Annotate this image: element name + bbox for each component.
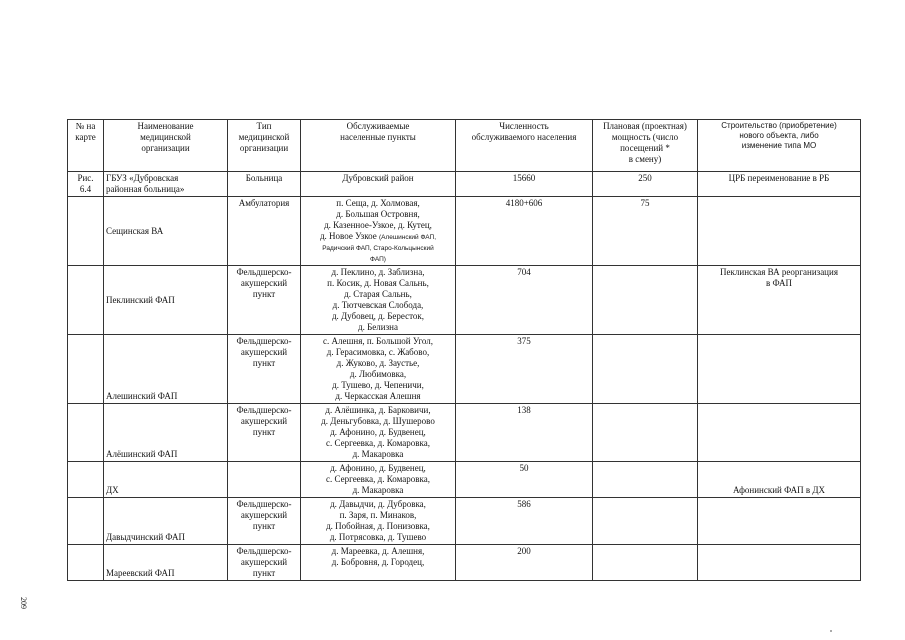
- cell-type: Фельдшерско- акушерский пункт: [228, 266, 301, 335]
- cell-type: Амбулатория: [228, 197, 301, 266]
- page-number: 209: [19, 597, 28, 609]
- cell-population: 200: [456, 545, 593, 581]
- cell-localities: д. Афонино, д. Будвенец, с. Сергеевка, д. Комаровка, д. Макаровка: [301, 462, 456, 498]
- table-row: [68, 266, 861, 335]
- cell-num: [68, 266, 104, 335]
- cell-num: [68, 462, 104, 498]
- cell-num: [68, 498, 104, 545]
- header-name: Наименование медицинской организации: [104, 120, 228, 172]
- header-num: № на карте: [68, 120, 104, 172]
- cell-type: Фельдшерско- акушерский пункт: [228, 335, 301, 404]
- table-row: [68, 498, 861, 545]
- cell-name: Давыдчинский ФАП: [104, 498, 228, 545]
- cell-construction: ЦРБ переименование в РБ: [698, 172, 861, 197]
- cell-num: [68, 335, 104, 404]
- cell-type: Фельдшерско- акушерский пункт: [228, 545, 301, 581]
- table-row: [68, 462, 861, 498]
- localities-note: (Алешинский ФАП, Радичский ФАП, Старо-Кольцынский ФАП): [322, 234, 437, 263]
- cell-capacity: [593, 266, 698, 335]
- cell-type: Фельдшерско- акушерский пункт: [228, 498, 301, 545]
- cell-capacity: 250: [593, 172, 698, 197]
- cell-capacity: [593, 498, 698, 545]
- cell-construction: [698, 498, 861, 545]
- cell-construction: [698, 404, 861, 462]
- cell-name: Мареевский ФАП: [104, 545, 228, 581]
- cell-population: 50: [456, 462, 593, 498]
- cell-capacity: [593, 404, 698, 462]
- cell-population: 4180+606: [456, 197, 593, 266]
- cell-name: Пеклинский ФАП: [104, 266, 228, 335]
- cell-type: Больница: [228, 172, 301, 197]
- cell-construction: [698, 197, 861, 266]
- cell-population: 586: [456, 498, 593, 545]
- header-population: Численность обслуживаемого населения: [456, 120, 593, 172]
- cell-construction: [698, 335, 861, 404]
- localities-text: п. Сеща, д. Холмовая, д. Большая Островня, д. Казенное-Узкое, д. Кутец, д. Новое Узкое: [319, 198, 432, 241]
- cell-num: [68, 404, 104, 462]
- scan-speck: [830, 630, 832, 632]
- cell-capacity: 75: [593, 197, 698, 266]
- table-row: [68, 545, 861, 581]
- cell-construction: Пеклинская ВА реорганизация в ФАП: [698, 266, 861, 335]
- cell-localities: д. Пеклино, д. Заблизна, п. Косик, д. Новая Сальнь, д. Старая Сальнь, д. Тютчевская Слобода, д. Дубовец, д. Бересток, д. Белизна: [301, 266, 456, 335]
- medical-organizations-table: [67, 119, 861, 581]
- cell-population: 15660: [456, 172, 593, 197]
- cell-capacity: [593, 335, 698, 404]
- table-row: [68, 197, 861, 266]
- header-type: Тип медицинской организации: [228, 120, 301, 172]
- cell-localities: д. Давыдчи, д. Дубровка, п. Заря, п. Минаков, д. Побойная, д. Понизовка, д. Потрясовка, д. Тушево: [301, 498, 456, 545]
- cell-name: Сещинская ВА: [104, 197, 228, 266]
- header-localities: Обслуживаемые населенные пункты: [301, 120, 456, 172]
- cell-construction: Афонинский ФАП в ДХ: [698, 462, 861, 498]
- cell-num: [68, 197, 104, 266]
- cell-population: 375: [456, 335, 593, 404]
- cell-num: [68, 545, 104, 581]
- cell-name: ДХ: [104, 462, 228, 498]
- cell-localities: [301, 197, 456, 266]
- cell-population: 704: [456, 266, 593, 335]
- cell-construction: [698, 545, 861, 581]
- cell-localities: Дубровский район: [301, 172, 456, 197]
- cell-population: 138: [456, 404, 593, 462]
- header-construction: Строительство (приобретение) нового объекта, либо изменение типа МО: [698, 120, 861, 172]
- cell-localities: д. Мареевка, д. Алешня, д. Бобровня, д. Городец,: [301, 545, 456, 581]
- cell-name: Алёшинский ФАП: [104, 404, 228, 462]
- cell-name: Алешинский ФАП: [104, 335, 228, 404]
- table-row: [68, 335, 861, 404]
- header-capacity: Плановая (проектная) мощность (число посещений * в смену): [593, 120, 698, 172]
- cell-type: [228, 462, 301, 498]
- table-row: [68, 404, 861, 462]
- cell-name: ГБУЗ «Дубровская районная больница»: [104, 172, 228, 197]
- cell-capacity: [593, 545, 698, 581]
- cell-capacity: [593, 462, 698, 498]
- cell-num: Рис. 6.4: [68, 172, 104, 197]
- cell-localities: с. Алешня, п. Большой Угол, д. Герасимовка, с. Жабово, д. Жуково, д. Заустье, д. Любимовка, д. Тушево, д. Чепеничи, д. Черкасская Алешня: [301, 335, 456, 404]
- header-row: [68, 120, 861, 172]
- table-row: [68, 172, 861, 197]
- cell-localities: д. Алёшинка, д. Барковичи, д. Деньгубовка, д. Шушерово д. Афонино, д. Будвенец, с. Сергеевка, д. Комаровка, д. Макаровка: [301, 404, 456, 462]
- cell-type: Фельдшерско- акушерский пункт: [228, 404, 301, 462]
